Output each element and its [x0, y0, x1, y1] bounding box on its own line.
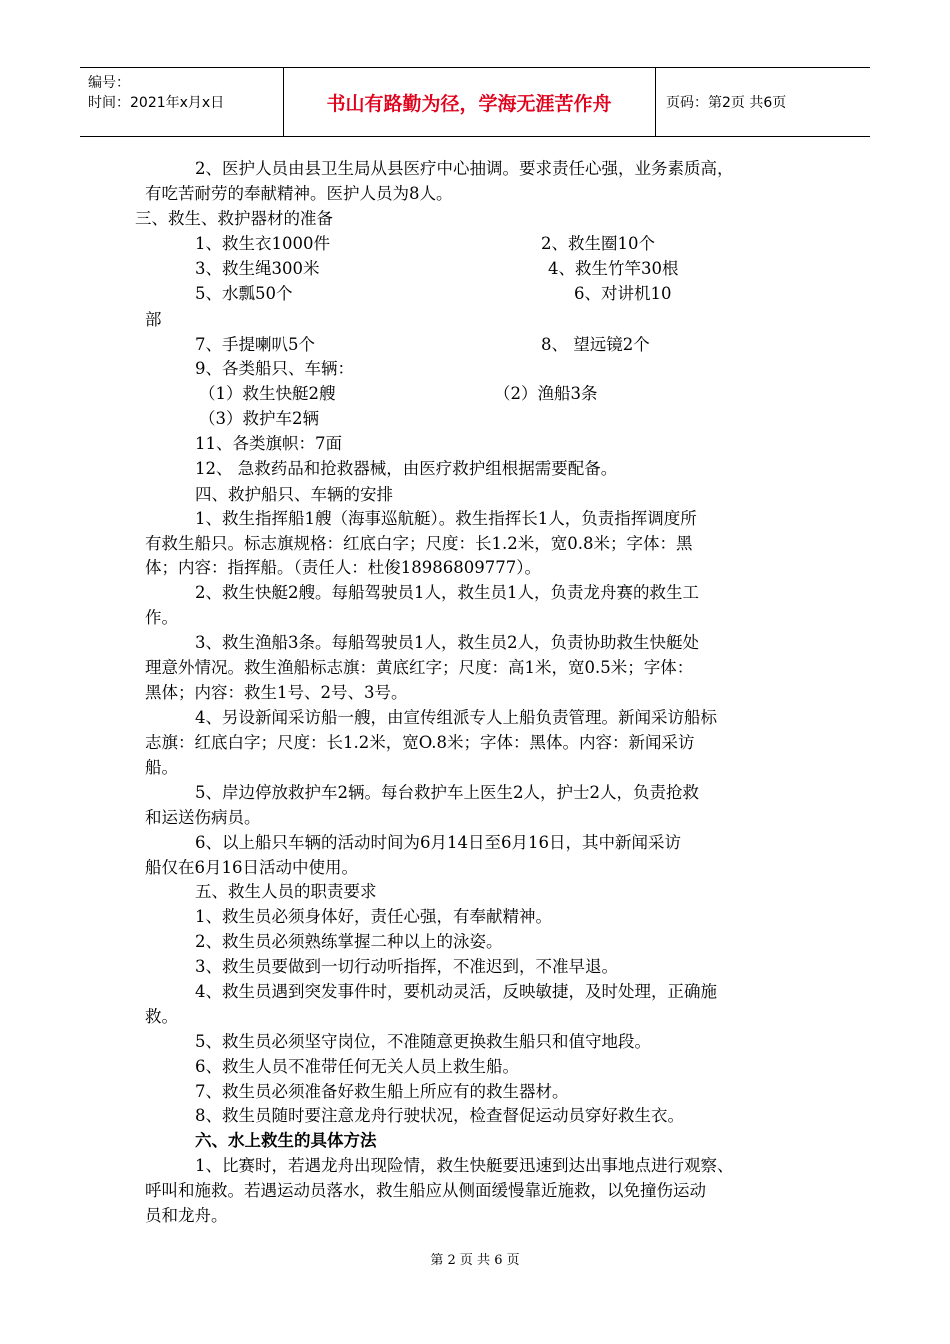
- text-line: 船。: [145, 758, 178, 777]
- text-line: 部: [145, 310, 162, 329]
- text-line: 员和龙舟。: [145, 1206, 228, 1225]
- text-line: 6、以上船只车辆的活动时间为6月14日至6月16日，其中新闻采访: [195, 833, 681, 852]
- text-line: 呼叫和施救。若遇运动员落水，救生船应从侧面缓慢靠近施救，以免撞伤运动: [145, 1181, 706, 1200]
- list-item: 2、救生圈10个: [541, 234, 655, 253]
- list-item: 6、救生人员不准带任何无关人员上救生船。: [195, 1057, 519, 1076]
- text-line: 船仅在6月16日活动中使用。: [145, 858, 358, 877]
- list-item: 3、救生绳300米: [195, 259, 320, 278]
- list-item: 8、救生员随时要注意龙舟行驶状况，检查督促运动员穿好救生衣。: [195, 1106, 684, 1125]
- text-line: 作。: [145, 608, 178, 627]
- page-header: [80, 67, 870, 137]
- header-info-cell: [80, 68, 284, 136]
- section-heading: 五、救生人员的职责要求: [195, 882, 377, 901]
- text-line: 2、医护人员由县卫生局从县医疗中心抽调。要求责任心强，业务素质高，: [195, 159, 734, 178]
- list-item: 12、 急救药品和抢救器械，由医疗救护组根据需要配备。: [195, 459, 618, 478]
- text-line: 有吃苦耐劳的奉献精神。医护人员为8人。: [145, 184, 453, 203]
- list-item: 5、水瓢50个: [195, 284, 293, 303]
- text-line: 5、岸边停放救护车2辆。每台救护车上医生2人，护士2人，负责抢救: [195, 783, 699, 802]
- list-item: 1、救生员必须身体好，责任心强，有奉献精神。: [195, 907, 552, 926]
- list-item: 4、救生员遇到突发事件时，要机动灵活，反映敏捷，及时处理，正确施: [195, 982, 717, 1001]
- list-item: 8、 望远镜2个: [541, 335, 650, 354]
- text-line: 体；内容：指挥船。（责任人：杜俊18986809777）。: [145, 558, 541, 577]
- text-line: 2、救生快艇2艘。每船驾驶员1人，救生员1人，负责龙舟赛的救生工: [195, 583, 699, 602]
- list-item: 1、救生衣1000件: [195, 234, 330, 253]
- list-item: （3）救护车2辆: [199, 409, 319, 428]
- list-item: 7、救生员必须准备好救生船上所应有的救生器材。: [195, 1082, 569, 1101]
- list-item: （1）救生快艇2艘: [199, 384, 336, 403]
- text-line: 有救生船只。标志旗规格：红底白字；尺度：长1.2米，宽0.8米；字体：黑: [145, 534, 693, 553]
- text-line: 救。: [145, 1007, 178, 1026]
- text-line: 理意外情况。救生渔船标志旗：黄底红字；尺度：高1米，宽0.5米；字体：: [145, 658, 694, 677]
- section-heading: 四、救护船只、车辆的安排: [195, 485, 393, 504]
- document-number-label: 编号：: [88, 75, 130, 91]
- section-heading-bold: 六、水上救生的具体方法: [195, 1131, 377, 1150]
- document-date-label: 时间：2021年x月x日: [88, 95, 225, 111]
- text-line: 志旗：红底白字；尺度：长1.2米，宽O.8米；字体：黑体。内容：新闻采访: [145, 733, 695, 752]
- list-item: 2、救生员必须熟练掌握二种以上的泳姿。: [195, 932, 503, 951]
- list-item: 5、救生员必须坚守岗位，不准随意更换救生船只和值守地段。: [195, 1032, 651, 1051]
- list-item: （2）渔船3条: [494, 384, 598, 403]
- header-motto: 书山有路勤为径，学海无涯苦作舟: [283, 68, 656, 136]
- list-item: 6、对讲机10: [574, 284, 672, 303]
- header-page-number: 页码：第2页 共6页: [666, 95, 787, 111]
- section-heading: 三、救生、救护器材的准备: [135, 209, 333, 228]
- text-line: 4、另设新闻采访船一艘，由宣传组派专人上船负责管理。新闻采访船标: [195, 708, 717, 727]
- list-item: 4、救生竹竿30根: [548, 259, 679, 278]
- text-line: 黑体；内容：救生1号、2号、3号。: [145, 683, 408, 702]
- list-item: 7、手提喇叭5个: [195, 335, 315, 354]
- list-item: 3、救生员要做到一切行动听指挥，不准迟到，不准早退。: [195, 957, 618, 976]
- text-line: 和运送伤病员。: [145, 808, 261, 827]
- list-item: 11、各类旗帜：7面: [195, 434, 342, 453]
- text-line: 3、救生渔船3条。每船驾驶员1人，救生员2人，负责协助救生快艇处: [195, 633, 699, 652]
- list-item: 9、各类船只、车辆：: [195, 359, 354, 378]
- text-line: 1、救生指挥船1艘（海事巡航艇）。救生指挥长1人，负责指挥调度所: [195, 509, 697, 528]
- page-footer: 第 2 页 共 6 页: [430, 1253, 520, 1268]
- text-line: 1、比赛时，若遇龙舟出现险情，救生快艇要迅速到达出事地点进行观察、: [195, 1156, 734, 1175]
